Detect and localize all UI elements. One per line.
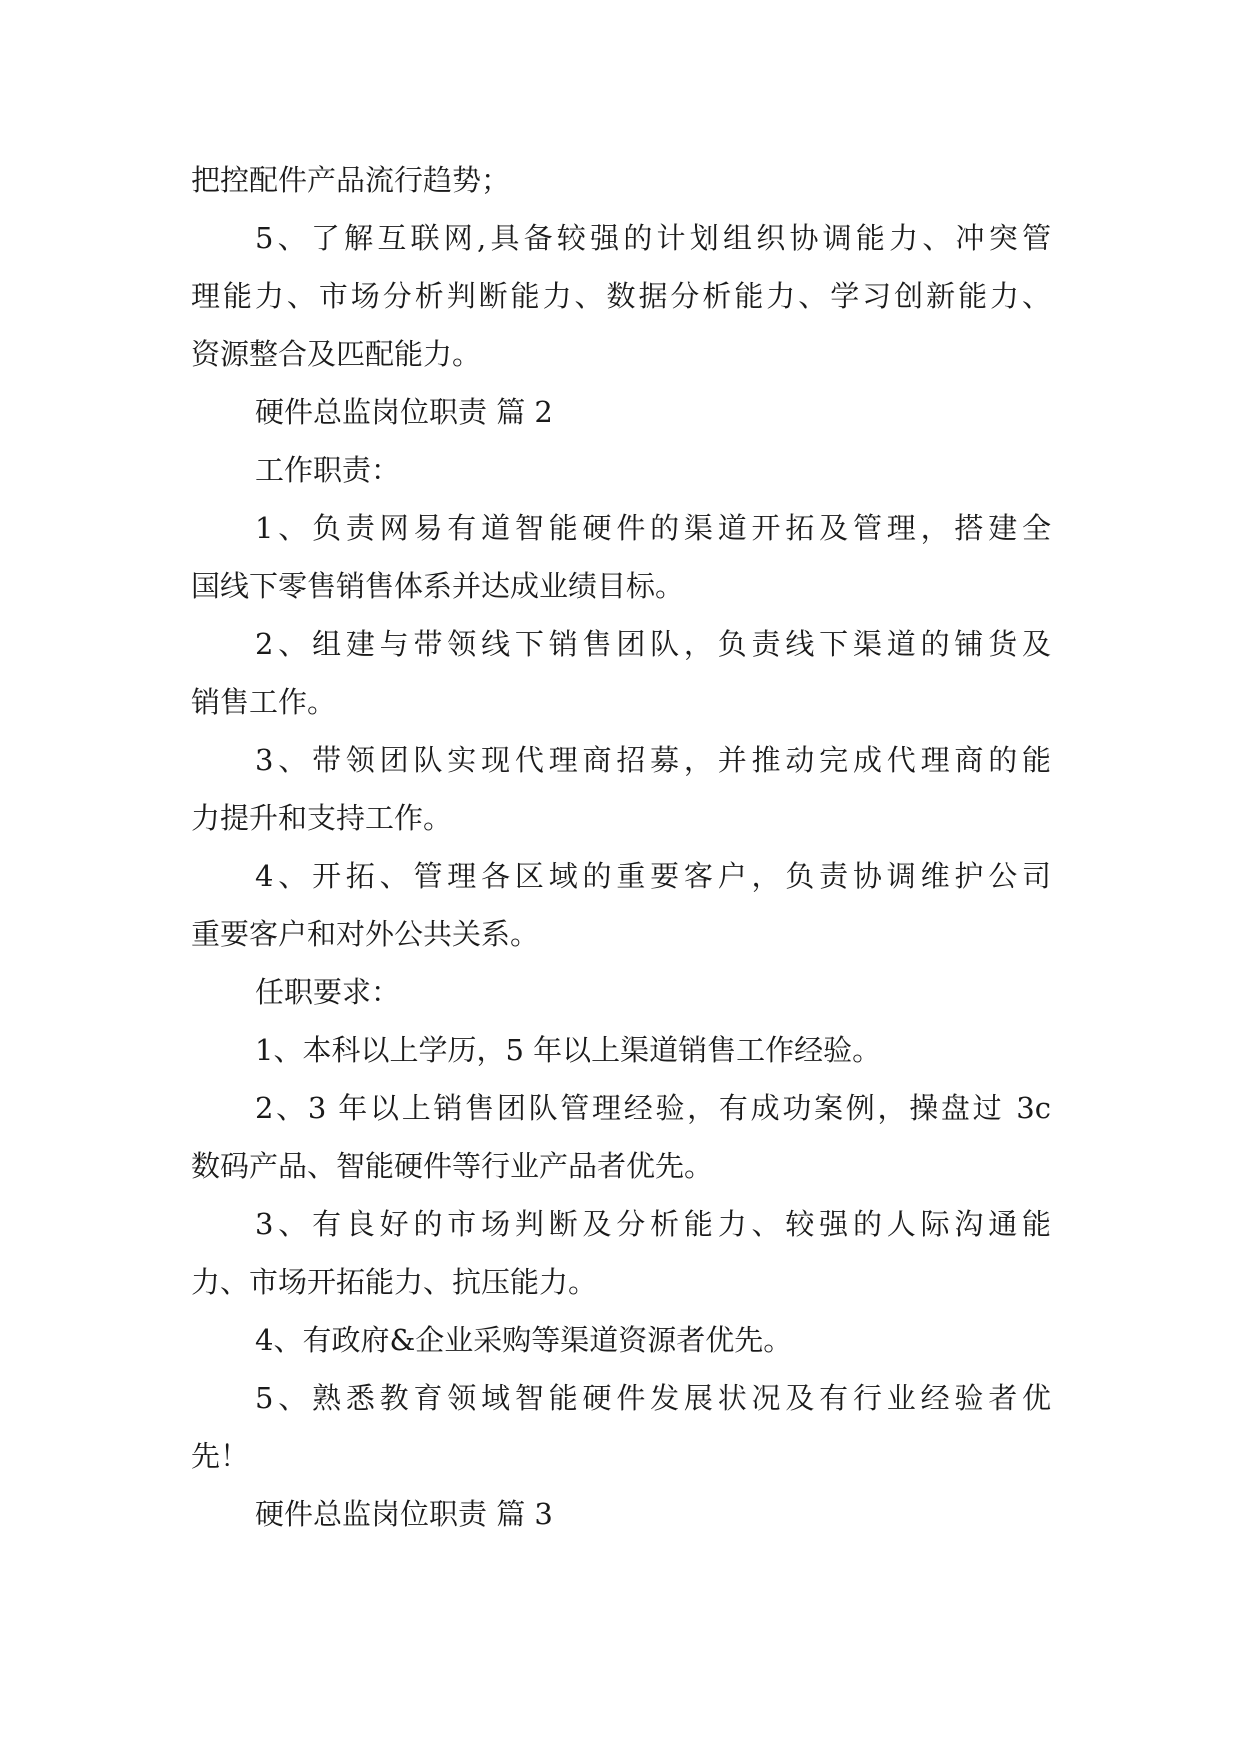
text-line: 3、带领团队实现代理商招募，并推动完成代理商的能 [255, 743, 1051, 777]
text-line: 5、熟悉教育领域智能硬件发展状况及有行业经验者优 [255, 1381, 1051, 1415]
text-line: 2、组建与带领线下销售团队，负责线下渠道的铺货及 [255, 627, 1051, 661]
section-heading: 硬件总监岗位职责 篇 3 [255, 1497, 553, 1531]
text-line: 1、本科以上学历，5 年以上渠道销售工作经验。 [255, 1033, 882, 1067]
document-body [191, 161, 1051, 1553]
text-line: 1、负责网易有道智能硬件的渠道开拓及管理，搭建全 [255, 511, 1051, 545]
text-line: 重要客户和对外公共关系。 [191, 917, 540, 951]
text-line: 国线下零售销售体系并达成业绩目标。 [191, 569, 685, 603]
text-line: 销售工作。 [191, 685, 337, 719]
text-line: 把控配件产品流行趋势； [191, 163, 511, 197]
text-line: 3、有良好的市场判断及分析能力、较强的人际沟通能 [255, 1207, 1051, 1241]
text-line: 力、市场开拓能力、抗压能力。 [191, 1265, 598, 1299]
text-line: 资源整合及匹配能力。 [191, 337, 482, 371]
section-heading: 硬件总监岗位职责 篇 2 [255, 395, 553, 429]
text-line: 理能力、市场分析判断能力、数据分析能力、学习创新能力、 [191, 279, 1051, 313]
text-line: 力提升和支持工作。 [191, 801, 453, 835]
text-line: 4、有政府&企业采购等渠道资源者优先。 [255, 1323, 793, 1357]
text-line: 2、3 年以上销售团队管理经验，有成功案例，操盘过 3c [255, 1091, 1051, 1125]
subsection-heading: 工作职责： [255, 453, 401, 487]
text-line: 4、开拓、管理各区域的重要客户，负责协调维护公司 [255, 859, 1051, 893]
text-line: 5、了解互联网,具备较强的计划组织协调能力、冲突管 [255, 221, 1051, 255]
subsection-heading: 任职要求： [255, 975, 401, 1009]
text-line: 数码产品、智能硬件等行业产品者优先。 [191, 1149, 714, 1183]
text-line: 先！ [191, 1439, 250, 1473]
